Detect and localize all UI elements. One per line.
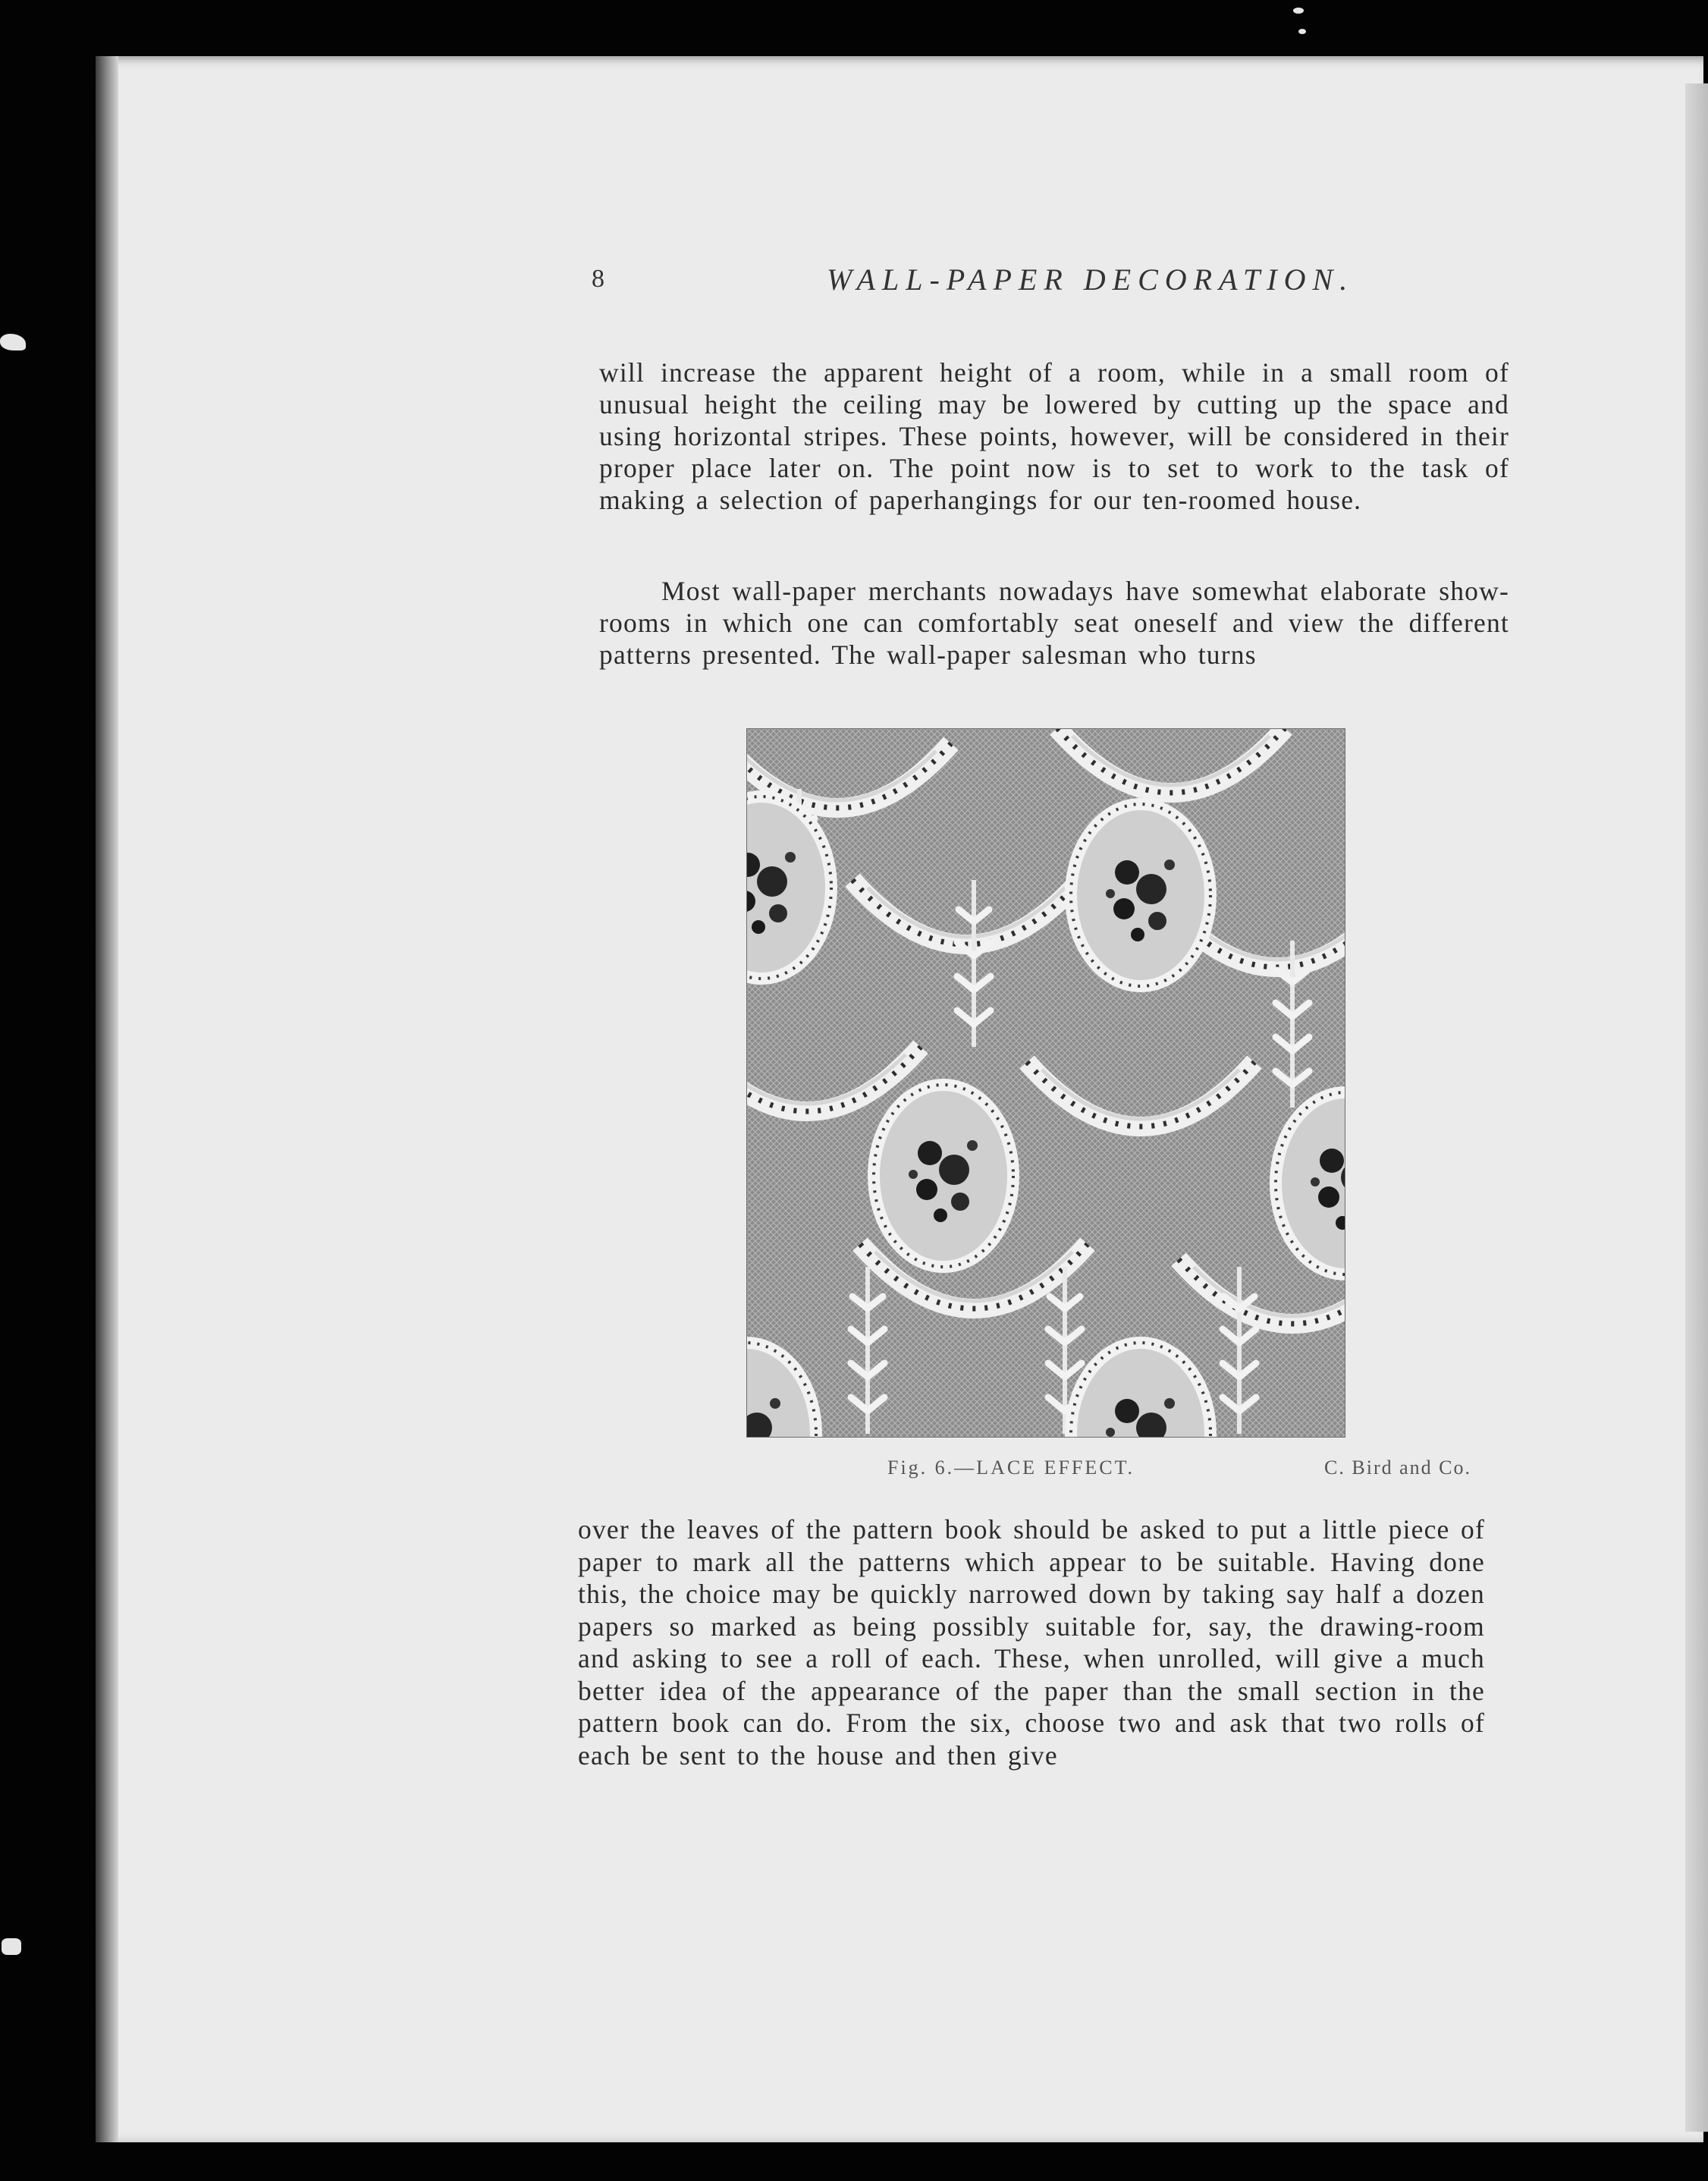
scan-speck	[1298, 29, 1306, 34]
scan-speck	[2, 1938, 21, 1955]
lace-effect-wallpaper-illustration	[746, 728, 1345, 1438]
figure-caption	[887, 1457, 1471, 1487]
book-binding-edge	[96, 56, 118, 2142]
running-head: WALL-PAPER DECORATION.	[827, 262, 1355, 297]
caption-label: Fig. 6.—LACE EFFECT.	[887, 1457, 1135, 1479]
body-paragraph: will increase the apparent height of a room, while in a small room of unusual height the ceiling may be lowered by cutting up the space and using horizontal stripes. These points, however, will be considered in their proper place later on. The point now is to set to work to the task of making a selection of paperhangings for our ten-roomed house.	[599, 357, 1509, 515]
scan-speck	[1293, 8, 1304, 14]
caption-credit: C. Bird and Co.	[1324, 1457, 1471, 1479]
page-edge	[1685, 83, 1708, 2132]
page-number: 8	[592, 265, 605, 293]
page-header	[592, 262, 1517, 307]
scan-speck	[0, 334, 26, 350]
body-paragraph: Most wall-paper merchants nowadays have somewhat elaborate show-rooms in which one can comfortably seat oneself and view the different patterns presented. The wall-paper salesman who turns	[599, 576, 1509, 670]
body-paragraph: over the leaves of the pattern book should be asked to put a little piece of paper to mark all the patterns which appear to be suitable. Having done this, the choice may be quickly narrowed down by taking say half a dozen papers so marked as being possibly suitable for, say, the drawing-room and asking to see a roll of each. These, when unrolled, will give a much better idea of the appearance of the paper than the small section in the pattern book can do. From the six, choose two and ask that two rolls of each be sent to the house and then give	[578, 1514, 1485, 1771]
